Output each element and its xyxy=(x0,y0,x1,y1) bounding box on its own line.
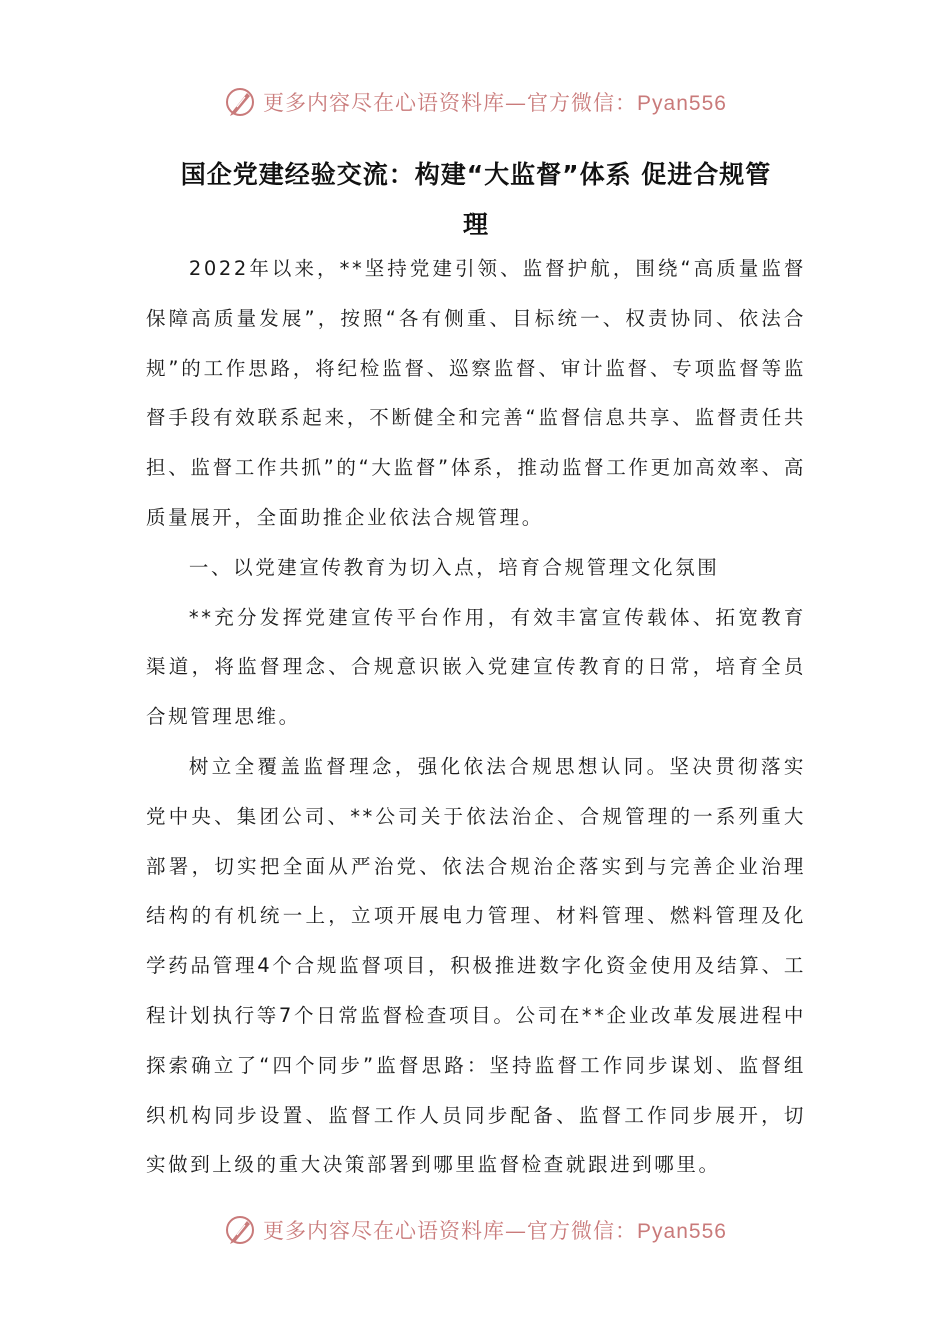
title-line-1: 国企党建经验交流：构建“大监督”体系 促进合规管 xyxy=(180,160,772,189)
title-line-2: 理 xyxy=(462,210,489,239)
watermark-wechat-id: Pyan556 xyxy=(637,92,727,115)
paragraph-section-1: **充分发挥党建宣传平台作用，有效丰富宣传载体、拓宽教育渠道，将监督理念、合规意识嵌入党建宣传教育的日常，培育全员合规管理思维。 xyxy=(146,605,806,729)
watermark-label: 更多内容尽在心语资料库—官方微信： xyxy=(263,1219,638,1243)
watermark-wechat-id: Pyan556 xyxy=(637,1220,727,1243)
quill-pen-logo-icon xyxy=(223,85,257,119)
section-heading-1: 一、以党建宣传教育为切入点，培育合规管理文化氛围 xyxy=(188,555,720,579)
quill-pen-logo-icon xyxy=(223,1213,257,1247)
document-body xyxy=(146,244,806,1190)
watermark-text xyxy=(263,87,727,117)
paragraph-intro: 2022年以来，**坚持党建引领、监督护航，围绕“高质量监督保障高质量发展”，按照“各有侧重、目标统一、权责协同、依法合规”的工作思路，将纪检监督、巡察监督、审计监督、专项监督等监督手段有效联系起来，不断健全和完善“监督信息共享、监督责任共担、监督工作共抓”的“大监督”体系，推动监督工作更加高效率、高质量展开，全面助推企业依法合规管理。 xyxy=(146,257,806,529)
header-watermark xyxy=(0,82,950,122)
watermark-label: 更多内容尽在心语资料库—官方微信： xyxy=(263,91,638,115)
document-title xyxy=(146,150,806,250)
footer-watermark xyxy=(0,1210,950,1250)
watermark-text xyxy=(263,1215,727,1245)
paragraph-supervision: 树立全覆盖监督理念，强化依法合规思想认同。坚决贯彻落实党中央、集团公司、**公司关于依法治企、合规管理的一系列重大部署，切实把全面从严治党、依法合规治企落实到与完善企业治理结构的有机统一上，立项开展电力管理、材料管理、燃料管理及化学药品管理4个合规监督项目，积极推进数字化资金使用及结算、工程计划执行等7个日常监督检查项目。公司在**企业改革发展进程中探索确立了“四个同步”监督思路：坚持监督工作同步谋划、监督组织机构同步设置、监督工作人员同步配备、监督工作同步展开，切实做到上级的重大决策部署到哪里监督检查就跟进到哪里。 xyxy=(146,754,806,1177)
